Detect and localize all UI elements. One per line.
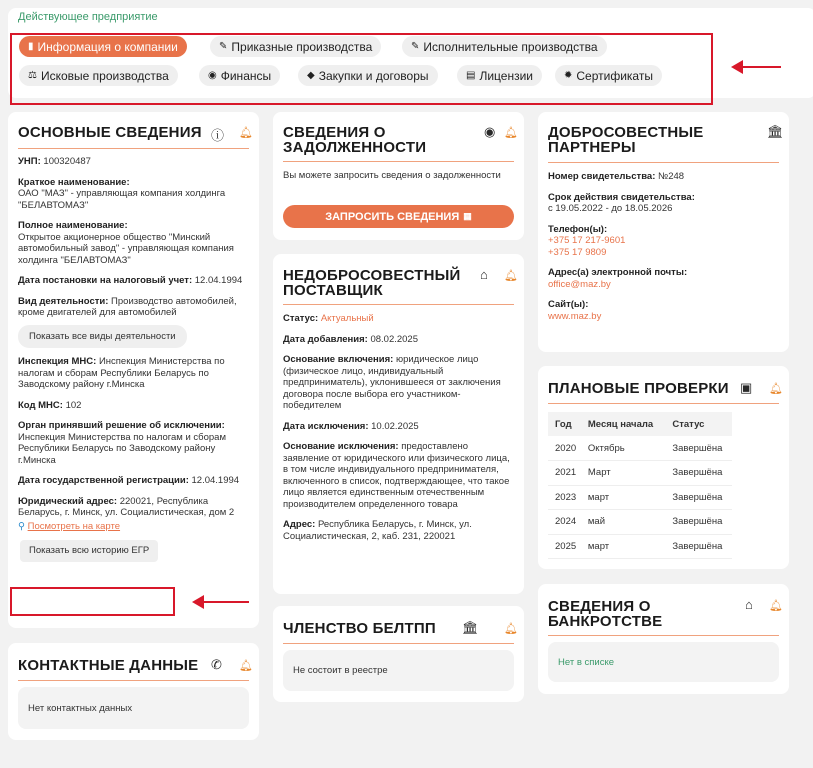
tab-finances[interactable]: ◉ Финансы bbox=[199, 65, 280, 86]
coins-icon: ◉ bbox=[484, 124, 496, 139]
building-icon: ▮ bbox=[28, 41, 34, 52]
annotation-arrow-tabs bbox=[733, 66, 781, 68]
basic-info-fields: УНП: 100320487 Краткое наименование: ОАО "МАЗ" - управляющая компания холдинга "БЕЛАВТОМАЗ" Полное наименование: Открытое акционерное общество "Минский автомобильный завод" - управляющая компания холдинга "БЕЛАВТОМАЗ" Дата постановки на налоговый учет: 12.04.1994 Вид деятельности: Производство автомобилей, кроме двигателей для автомобилей Показать все виды деятельности Инспекция МНС: Инспекция Министерства по налогам и сборам Республики Беларусь по Заводскому району г.Минска Код МНС: 102 Орган принявший решение об исключении: Инспекция Министерства по налогам и сборам Республики Беларусь по Заводскому району г.Минска Дата государственной регистрации: 12.04.1994 Юридический адрес: 220021, Республика Беларусь, г. Минск, ул. Социалистическая, дом 2 ⚲ Посмотреть на карте Показать всю историю ЕГР bbox=[18, 156, 251, 562]
bell-icon[interactable]: 🔔︎ bbox=[239, 127, 253, 139]
gavel-icon: ✎ bbox=[411, 41, 420, 52]
tab-purchases[interactable]: ◆ Закупки и договоры bbox=[298, 65, 438, 86]
website-link[interactable]: www.maz.by bbox=[548, 310, 602, 322]
membership-text: Не состоит в реестре bbox=[283, 650, 514, 691]
basic-info-card bbox=[8, 112, 259, 628]
tab-enforcement-proceedings[interactable]: ✎ Исполнительные производства bbox=[402, 36, 607, 57]
membership-card bbox=[273, 606, 524, 702]
table-row: 2024 май Завершёна bbox=[548, 510, 732, 535]
table-row: 2021 Март Завершёна bbox=[548, 461, 732, 486]
contacts-empty: Нет контактных данных bbox=[18, 687, 249, 729]
document-icon: ▤ bbox=[466, 70, 476, 81]
bell-icon[interactable]: 🔔︎ bbox=[239, 660, 253, 672]
good-partners-card bbox=[538, 112, 789, 352]
egr-history-button[interactable]: Показать всю историю ЕГР bbox=[20, 540, 158, 562]
scales-icon: ⚖ bbox=[28, 70, 37, 81]
column-header: Статус bbox=[665, 412, 732, 436]
phone-link[interactable]: +375 17 9809 bbox=[548, 246, 607, 258]
info-icon[interactable]: ⓘ bbox=[211, 128, 225, 143]
basic-info-title: ОСНОВНЫЕ СВЕДЕНИЯ bbox=[18, 124, 202, 141]
map-pin-icon: ⚲ bbox=[18, 520, 25, 532]
house-alert-icon: ⌂ bbox=[745, 597, 753, 612]
badge-icon: ✹ bbox=[564, 70, 573, 81]
planned-inspections-card bbox=[538, 366, 789, 569]
bank-icon: 🏛︎ bbox=[462, 620, 479, 635]
company-status: Действующее предприятие bbox=[18, 11, 158, 23]
table-icon: ▦ bbox=[463, 211, 472, 221]
handshake-icon: ◆ bbox=[307, 70, 315, 81]
inspections-title: ПЛАНОВЫЕ ПРОВЕРКИ bbox=[548, 380, 729, 397]
table-row: 2020 Октябрь Завершёна bbox=[548, 436, 732, 461]
bankruptcy-title: СВЕДЕНИЯ О БАНКРОТСТВЕ bbox=[548, 598, 663, 630]
annotation-arrow-egr bbox=[194, 601, 249, 603]
contacts-card bbox=[8, 643, 259, 740]
tab-lawsuits[interactable]: ⚖ Исковые производства bbox=[19, 65, 178, 86]
calendar-check-icon: ▣ bbox=[740, 380, 753, 395]
phone-link[interactable]: +375 17 217-9601 bbox=[548, 235, 626, 246]
contacts-title: КОНТАКТНЫЕ ДАННЫЕ bbox=[18, 657, 199, 674]
column-header: Месяц начала bbox=[581, 412, 666, 436]
debts-title: СВЕДЕНИЯ О ЗАДОЛЖЕННОСТИ bbox=[283, 124, 427, 156]
tab-company-info[interactable]: ▮ Информация о компании bbox=[19, 36, 187, 57]
membership-title: ЧЛЕНСТВО БЕЛТПП bbox=[283, 620, 436, 637]
bell-icon[interactable]: 🔔︎ bbox=[769, 383, 783, 395]
table-row: 2023 март Завершёна bbox=[548, 485, 732, 510]
bank-icon: 🏛︎ bbox=[767, 124, 784, 139]
house-alert-icon: ⌂ bbox=[480, 267, 488, 282]
tab-order-proceedings[interactable]: ✎ Приказные производства bbox=[210, 36, 381, 57]
annotation-box-tabs bbox=[10, 33, 713, 105]
partners-title: ДОБРОСОВЕСТНЫЕ ПАРТНЕРЫ bbox=[548, 124, 704, 156]
request-debts-button[interactable]: ЗАПРОСИТЬ СВЕДЕНИЯ ▦ bbox=[283, 205, 514, 228]
bell-icon[interactable]: 🔔︎ bbox=[504, 623, 518, 635]
annotation-box-egr bbox=[10, 587, 175, 616]
bankruptcy-text: Нет в списке bbox=[548, 642, 779, 682]
tab-licenses[interactable]: ▤ Лицензии bbox=[457, 65, 542, 86]
show-activities-button[interactable]: Показать все виды деятельности bbox=[18, 325, 187, 349]
unfair-title: НЕДОБРОСОВЕСТНЫЙ ПОСТАВЩИК bbox=[283, 267, 461, 299]
table-row: 2025 март Завершёна bbox=[548, 534, 732, 559]
map-link[interactable]: Посмотреть на карте bbox=[27, 520, 121, 532]
unfair-supplier-card bbox=[273, 254, 524, 594]
unfair-fields: Статус: Актуальный Дата добавления: 08.02.2025 Основание включения: юридическое лицо (физическое лицо, индивидуальный предприниматель), уклонившееся от заключения договора после выбора его участником-победителем Дата исключения: 10.02.2025 Основание исключения: предоставлено заявление от юридического или физического лица, в том числе индивидуального предпринимателя, включенного в список, подтверждающее, что такое лицо является единственным отечественным производителем определенного товара Адрес: Республика Беларусь, г. Минск, ул. Социалистическая, 2, каб. 231, 220021 bbox=[283, 313, 510, 542]
inspections-table bbox=[548, 412, 732, 559]
column-header: Год bbox=[548, 412, 581, 436]
bell-icon[interactable]: 🔔︎ bbox=[504, 270, 518, 282]
partners-fields: Номер свидетельства: №248 Срок действия свидетельства: с 19.05.2022 - до 18.05.2026 Телефон(ы): +375 17 217-9601 +375 17 9809 Адрес(а) электронной почты: office@maz.by Сайт(ы): www.maz.by bbox=[548, 171, 781, 331]
coins-icon: ◉ bbox=[208, 70, 217, 81]
debts-text: Вы можете запросить сведения о задолженности bbox=[283, 170, 501, 181]
tab-certificates[interactable]: ✹ Сертификаты bbox=[555, 65, 662, 86]
bankruptcy-card bbox=[538, 584, 789, 694]
phone-icon: ✆ bbox=[211, 657, 222, 672]
gavel-icon: ✎ bbox=[219, 41, 228, 52]
debts-card bbox=[273, 112, 524, 240]
email-link[interactable]: office@maz.by bbox=[548, 278, 611, 290]
unfair-status: Актуальный bbox=[320, 313, 374, 324]
bell-icon[interactable]: 🔔︎ bbox=[504, 127, 518, 139]
bell-icon[interactable]: 🔔︎ bbox=[769, 600, 783, 612]
